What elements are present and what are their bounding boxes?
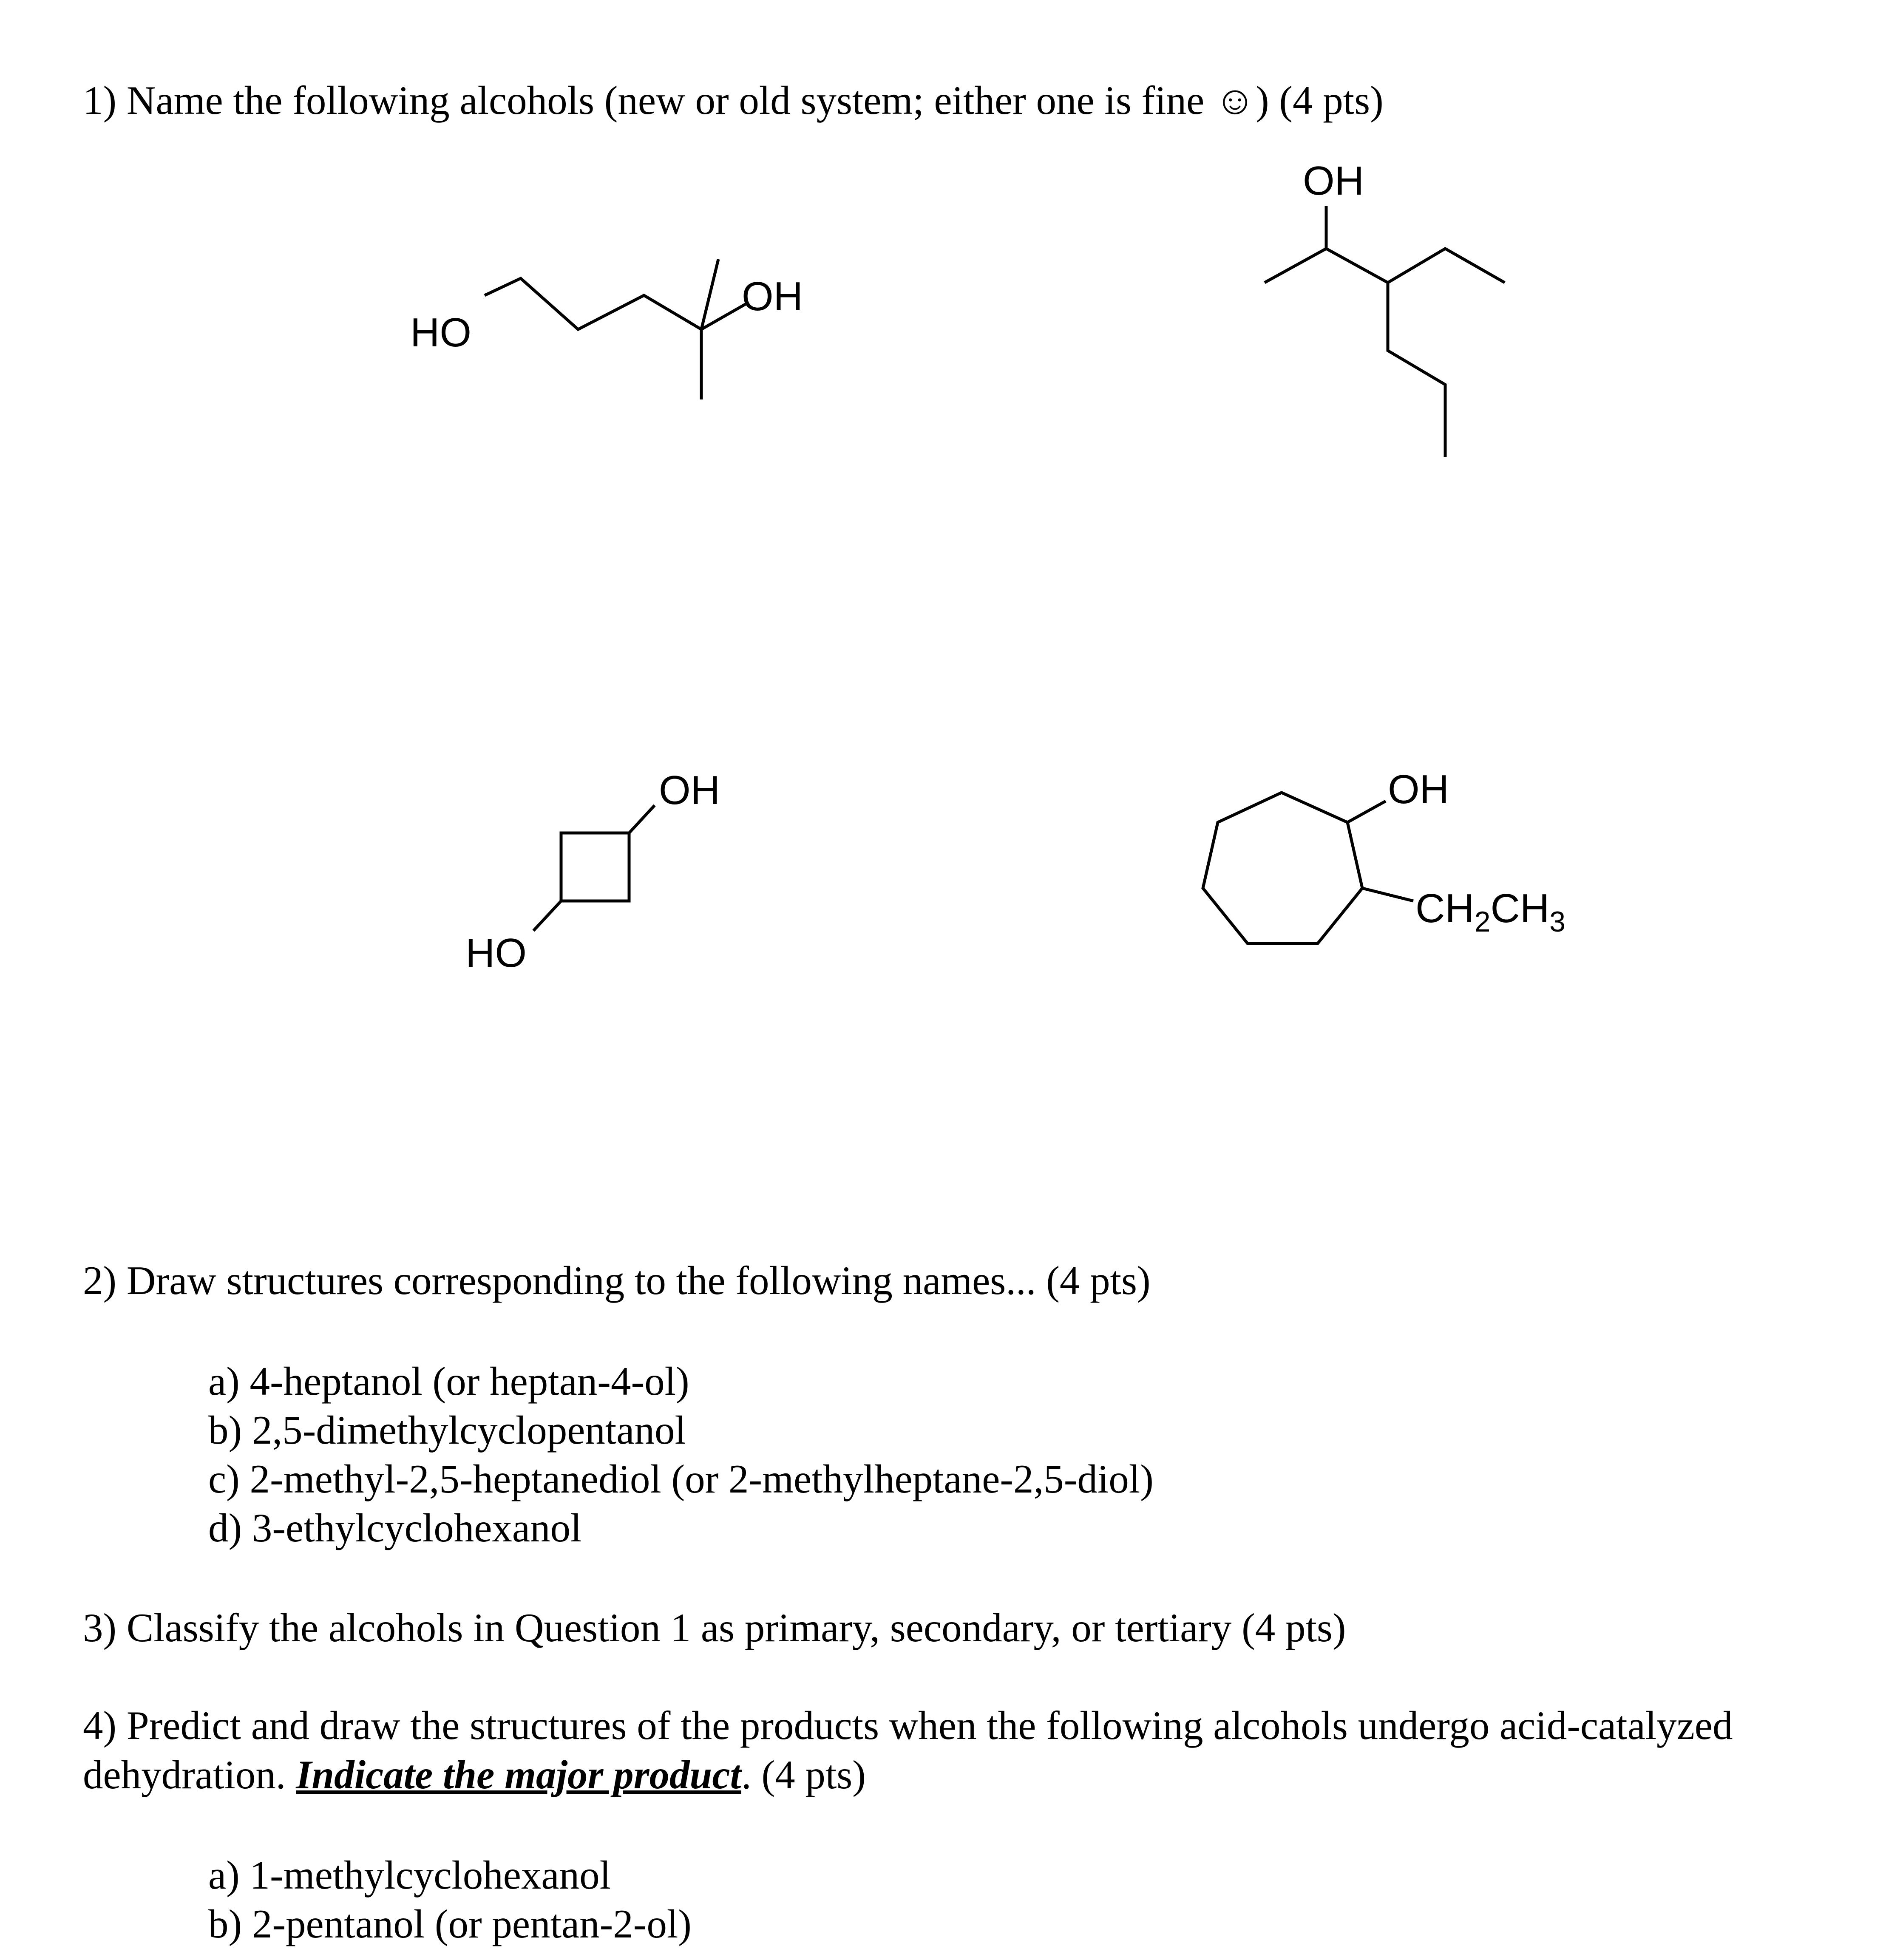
structure-1-methyl-up-bond [701,259,718,329]
list-item: a) 1-methylcyclohexanol [208,1852,611,1898]
structure-1-chain-bonds [485,278,701,329]
list-item: b) 2-pentanol (or pentan-2-ol) [208,1901,692,1946]
question-4-line2-suffix: . (4 pts) [741,1752,866,1797]
structure-1-ho-label: HO [410,310,471,355]
structure-4-oh-bond [1347,801,1386,822]
structure-2 [1265,158,1505,457]
structure-1-oh-label: OH [742,274,803,319]
list-item: a) 4-heptanol (or heptan-4-ol) [208,1359,689,1404]
question-4-line2-prefix: dehydration. [83,1752,296,1797]
question-1-text: 1) Name the following alcohols (new or old system; either one is fine ☺) (4 pts) [83,78,1384,123]
list-item: c) 2-methyl-2,5-heptanediol (or 2-methylheptane-2,5-diol) [208,1456,1154,1501]
question-4-text-line2 [83,1750,866,1799]
list-item: b) 2,5-dimethylcyclopentanol [208,1408,686,1453]
question-2-list [208,1357,1154,1552]
structure-2-main-bonds [1265,249,1505,283]
question-2-text: 2) Draw structures corresponding to the following names... (4 pts) [83,1258,1151,1303]
structure-4 [1203,767,1566,943]
structure-2-oh-label: OH [1303,158,1364,204]
major-product-emphasis: Indicate the major product [296,1752,741,1797]
structure-4-ethyl-bond [1362,888,1413,901]
structure-4-ring [1203,793,1362,943]
structure-3-ho-label: HO [465,930,527,976]
structure-2-side-chain-bonds [1388,283,1445,457]
structure-4-ethyl-label: $CH_2CH_3$ [1415,886,1566,938]
structure-3-oh-label: OH [659,768,720,813]
question-3-text: 3) Classify the alcohols in Question 1 as primary, secondary, or tertiary (4 pts) [83,1605,1346,1650]
question-4-list [208,1851,692,1949]
structure-1 [410,259,803,399]
structure-3-ho-bond [533,901,561,931]
structure-3 [465,768,720,976]
structure-3-oh-bond [629,805,655,833]
structure-3-ring [561,833,629,901]
structure-4-oh-label: OH [1388,767,1449,812]
list-item: d) 3-ethylcyclohexanol [208,1505,582,1550]
question-4-text-line1: 4) Predict and draw the structures of the products when the following alcohols undergo acid-catalyzed [83,1703,1733,1748]
